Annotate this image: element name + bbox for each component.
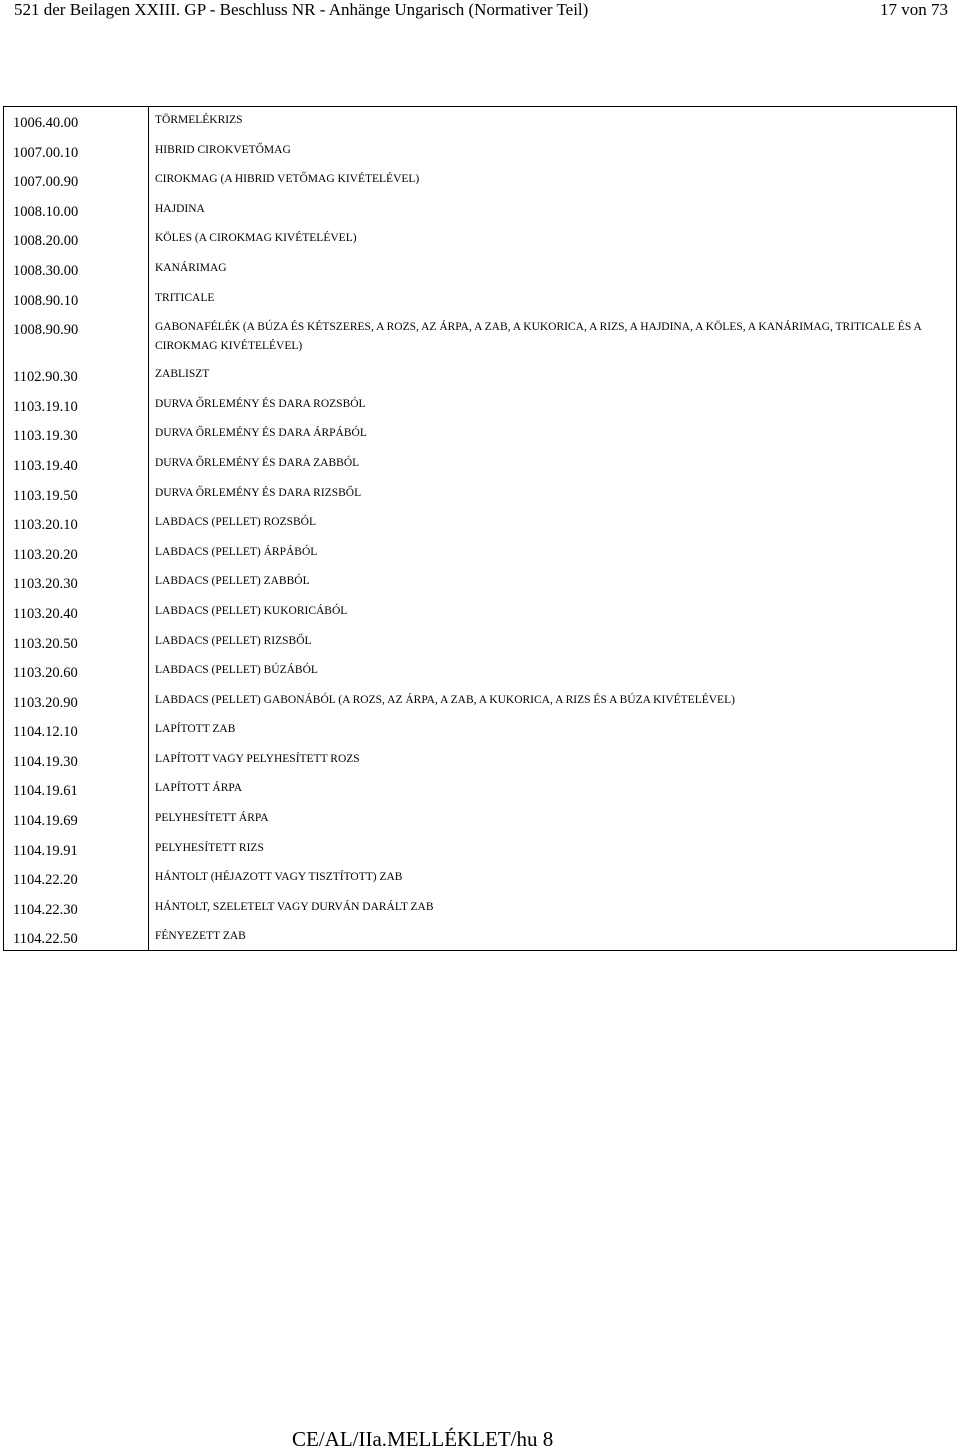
table-row: [4, 453, 956, 483]
tariff-code-cell: 1104.22.30: [13, 901, 78, 918]
tariff-code-cell: 1103.20.50: [13, 635, 78, 652]
table-row: [4, 483, 956, 513]
product-description-cell: KANÁRIMAG: [155, 261, 227, 274]
table-row: [4, 660, 956, 690]
page-header: [14, 0, 948, 26]
product-description-cell: DURVA ŐRLEMÉNY ÉS DARA RIZSBŐL: [155, 486, 362, 499]
table-row: [4, 631, 956, 661]
tariff-code-cell: 1104.22.20: [13, 872, 78, 889]
table-row: [4, 542, 956, 572]
product-description-cell: HÁNTOLT, SZELETELT VAGY DURVÁN DARÁLT ZAB: [155, 900, 434, 913]
table-row: [4, 571, 956, 601]
tariff-code-cell: 1008.30.00: [13, 262, 79, 279]
tariff-code-cell: 1103.19.50: [13, 487, 78, 504]
tariff-code-cell: 1104.19.30: [13, 753, 78, 770]
product-description-cell: LABDACS (PELLET) ROZSBÓL: [155, 516, 316, 529]
tariff-code-cell: 1007.00.90: [13, 174, 79, 191]
tariff-code-cell: 1104.19.61: [13, 783, 78, 800]
tariff-code-cell: 1104.19.69: [13, 813, 78, 830]
table-row: [4, 288, 956, 318]
product-description-cell: FÉNYEZETT ZAB: [155, 930, 246, 943]
table-row: [4, 199, 956, 229]
table-row: [4, 169, 956, 199]
tariff-code-cell: 1104.19.91: [13, 842, 78, 859]
table-row: [4, 394, 956, 424]
tariff-code-cell: 1103.20.20: [13, 546, 78, 563]
table-row: [4, 423, 956, 453]
product-description-cell: PELYHESÍTETT RIZS: [155, 841, 264, 854]
product-description-cell: LABDACS (PELLET) RIZSBŐL: [155, 634, 312, 647]
product-description-cell: HIBRID CIROKVETŐMAG: [155, 143, 291, 156]
tariff-code-cell: 1103.20.40: [13, 605, 78, 622]
tariff-code-cell: 1103.19.10: [13, 398, 78, 415]
product-description-cell: DURVA ŐRLEMÉNY ÉS DARA ROZSBÓL: [155, 397, 366, 410]
table-row: [4, 867, 956, 897]
tariff-code-cell: 1008.90.10: [13, 292, 79, 309]
product-description-cell: HÁNTOLT (HÉJAZOTT VAGY TISZTÍTOTT) ZAB: [155, 871, 403, 884]
table-row: [4, 808, 956, 838]
product-description-cell: HAJDINA: [155, 202, 205, 215]
tariff-code-cell: 1104.12.10: [13, 724, 78, 741]
table-row: [4, 838, 956, 868]
tariff-code-cell: 1103.19.40: [13, 457, 78, 474]
tariff-code-cell: 1103.20.30: [13, 576, 78, 593]
product-description-cell: DURVA ŐRLEMÉNY ÉS DARA ZABBÓL: [155, 456, 360, 469]
tariff-code-cell: 1103.20.90: [13, 694, 78, 711]
tariff-code-cell: 1008.20.00: [13, 233, 79, 250]
product-description-cell: TRITICALE: [155, 291, 215, 304]
product-description-cell: LABDACS (PELLET) ZABBÓL: [155, 575, 310, 588]
table-row: [4, 897, 956, 927]
product-description-cell: LAPÍTOTT ZAB: [155, 723, 236, 736]
table-row: [4, 110, 956, 140]
document-reference: CE/AL/IIa.MELLÉKLET/hu 8: [292, 1427, 554, 1451]
table-row: [4, 719, 956, 749]
table-rows: [4, 110, 956, 956]
tariff-code-cell: 1008.10.00: [13, 203, 79, 220]
tariff-code-cell: 1008.90.90: [13, 322, 79, 339]
tariff-code-cell: 1103.20.10: [13, 517, 78, 534]
table-row: [4, 512, 956, 542]
product-description-cell: GABONAFÉLÉK (A BÚZA ÉS KÉTSZERES, A ROZS, AZ ÁRPA, A ZAB, A KUKORICA, A RIZS, A HAJDINA, A KÖLES, A KANÁRIMAG, TRITICALE ÉS A CIROKMAG KIVÉTELÉVEL): [155, 321, 922, 353]
page-number: 17 von 73: [880, 0, 948, 19]
tariff-code-cell: 1007.00.10: [13, 144, 79, 161]
product-description-cell: KÖLES (A CIROKMAG KIVÉTELÉVEL): [155, 232, 357, 245]
tariff-code-cell: 1103.20.60: [13, 665, 78, 682]
document-title: 521 der Beilagen XXIII. GP - Beschluss NR - Anhänge Ungarisch (Normativer Teil): [14, 0, 589, 19]
product-description-cell: DURVA ŐRLEMÉNY ÉS DARA ÁRPÁBÓL: [155, 427, 367, 440]
product-description-cell: LABDACS (PELLET) ÁRPÁBÓL: [155, 545, 318, 558]
table-row: [4, 778, 956, 808]
tariff-code-table: [3, 106, 957, 951]
tariff-code-cell: 1102.90.30: [13, 369, 78, 386]
table-row: [4, 926, 956, 956]
table-row: [4, 690, 956, 720]
table-row: [4, 364, 956, 394]
table-row: [4, 228, 956, 258]
product-description-cell: LABDACS (PELLET) BÚZÁBÓL: [155, 664, 318, 677]
product-description-cell: LABDACS (PELLET) KUKORICÁBÓL: [155, 604, 348, 617]
tariff-code-cell: 1103.19.30: [13, 428, 78, 445]
product-description-cell: LAPÍTOTT ÁRPA: [155, 782, 243, 795]
product-description-cell: LAPÍTOTT VAGY PELYHESÍTETT ROZS: [155, 752, 360, 765]
tariff-code-cell: 1006.40.00: [13, 115, 79, 131]
table-row: [4, 317, 956, 364]
product-description-cell: TÖRMELÉKRIZS: [155, 114, 243, 126]
product-description-cell: CIROKMAG (A HIBRID VETŐMAG KIVÉTELÉVEL): [155, 173, 420, 186]
table-row: [4, 140, 956, 170]
product-description-cell: ZABLISZT: [155, 368, 210, 381]
table-row: [4, 258, 956, 288]
product-description-cell: LABDACS (PELLET) GABONÁBÓL (A ROZS, AZ ÁRPA, A ZAB, A KUKORICA, A RIZS ÉS A BÚZA KIVÉTELÉVEL): [155, 693, 735, 706]
tariff-code-cell: 1104.22.50: [13, 931, 78, 948]
product-description-cell: PELYHESÍTETT ÁRPA: [155, 812, 269, 825]
table-row: [4, 749, 956, 779]
table-row: [4, 601, 956, 631]
